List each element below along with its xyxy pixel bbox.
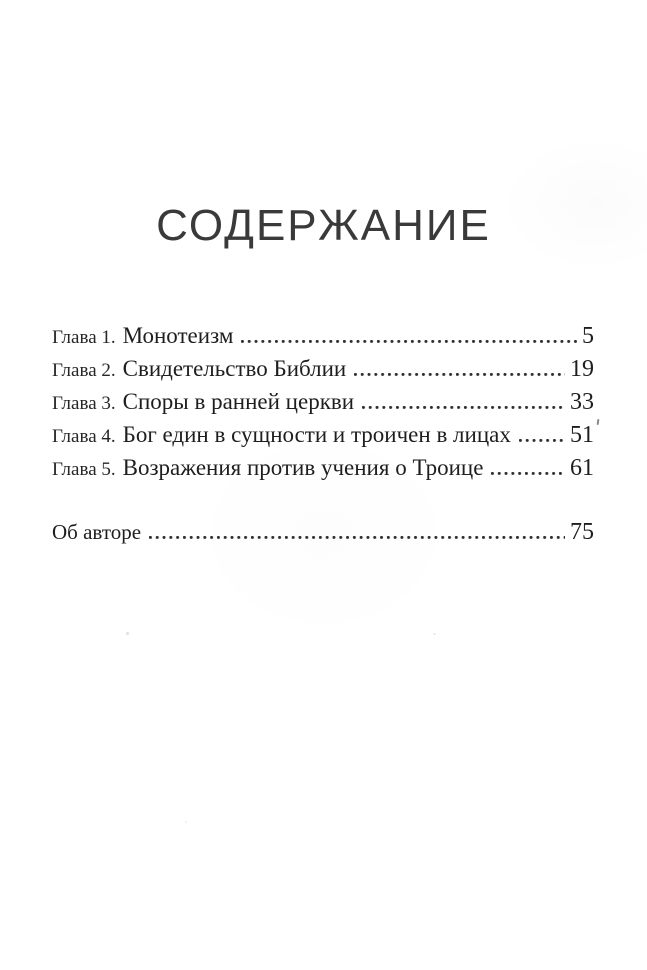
page-number: 51	[570, 422, 594, 448]
dot-leader	[491, 470, 565, 475]
page-number: 75	[570, 519, 594, 545]
toc-entry-3	[52, 385, 594, 418]
chapter-title: Свидетельство Библии	[122, 356, 347, 381]
toc-entry-2	[52, 352, 594, 385]
dot-leader	[362, 404, 565, 409]
chapter-prefix: Глава 5.	[52, 459, 116, 480]
dot-leader	[519, 437, 565, 442]
chapter-title: Споры в ранней церкви	[122, 389, 355, 414]
toc-entry-1	[52, 319, 594, 352]
toc-list	[52, 319, 594, 484]
chapter-prefix: Глава 2.	[52, 360, 116, 381]
dot-leader	[354, 371, 565, 376]
scan-speck	[126, 632, 129, 635]
page-number: 61	[570, 455, 594, 481]
toc-entry-about	[52, 516, 594, 549]
scan-speck	[433, 633, 436, 635]
page-number: 19	[570, 356, 594, 382]
chapter-title: Монотеизм	[122, 323, 234, 348]
dot-leader	[149, 534, 565, 539]
about-author-label: Об авторе	[52, 520, 142, 544]
chapter-title: Бог един в сущности и троичен в лицах	[122, 422, 511, 447]
chapter-prefix: Глава 4.	[52, 426, 116, 447]
scan-artifact-tick	[597, 419, 600, 425]
page-title: СОДЕРЖАНИЕ	[156, 201, 491, 250]
page-number: 5	[582, 323, 594, 349]
chapter-prefix: Глава 3.	[52, 393, 116, 414]
scan-speck	[185, 821, 187, 823]
chapter-title: Возражения против учения о Троице	[122, 455, 484, 480]
toc-entry-5	[52, 451, 594, 484]
page-number: 33	[570, 389, 594, 415]
toc-entry-4	[52, 418, 594, 451]
chapter-prefix: Глава 1.	[52, 327, 116, 348]
dot-leader	[241, 338, 577, 343]
